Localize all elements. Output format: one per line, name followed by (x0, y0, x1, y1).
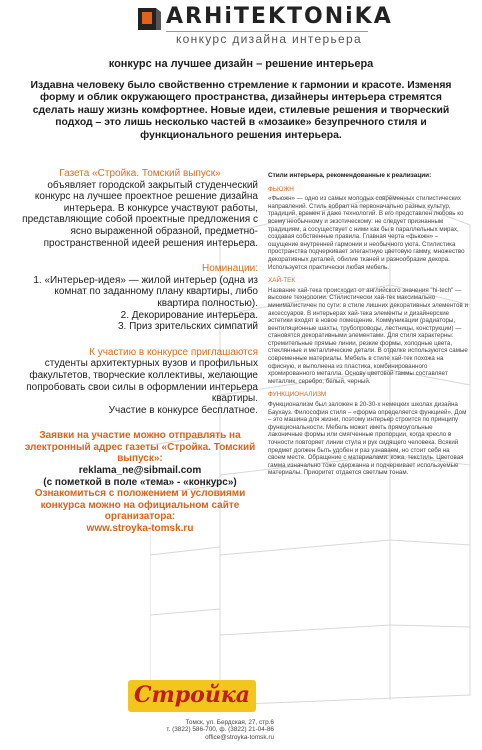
phones: т. (3822) 586-700, ф. (3822) 21-04-86 (166, 726, 274, 734)
nomination-item: 2. Декорирование интерьера. (120, 309, 258, 321)
logo-subtitle: конкурс дизайна интерьера (176, 32, 362, 46)
nomination-item: 3. Приз зрительских симпатий (118, 321, 258, 333)
website-link[interactable]: www.stroyka-tomsk.ru (86, 523, 194, 535)
familiarize-text: Ознакомиться с положением и условиями конкурса можно на официальном сайте организатора: (34, 488, 246, 523)
left-column (22, 168, 258, 549)
stroyka-logo-text: Стройка (134, 682, 250, 708)
office-email[interactable]: office@stroyka-tomsk.ru (205, 733, 274, 741)
style-section-text: Функционализм был заложен в 20-30-х немецких школах дизайна Баухауз. Философия стиля – «форма определяется функцией». Дом – это машина для жизни, поэтому интерьер строится по принципу функциональности. Мебель может иметь прямоугольные лаконичные формы или смягченные пропорции, когда кресло в точности повторяет линии стула и рук сидящего человека. Всякий предмет должен быть удобен и раз узнаваем, но стоит себя на своем месте. Обращение с материалами: кожа, текстиль. Цветовая гамма изначально тоже сдержанна и подчеркивает используемые материалы. Приоритет отдается светлым тонам. (268, 401, 467, 477)
contacts-block (96, 719, 274, 741)
right-column (268, 172, 468, 477)
newspaper-name: Газета «Стройка. Томский выпуск» (59, 168, 221, 179)
invite-text: студенты архитектурных вузов и профильных факультетов, творческие коллективы, желающие попробовать свои силы в оформлении интерьера квартиры. (26, 358, 258, 405)
announcement-text: объявляет городской закрытый студенческий конкурс на лучшее проектное решение дизайна интерьера. В конкурсе участвуют работы, представляющие собой проектные предложения с ясно выраженной образной, предметно-пространственной идеей решения интерьера. (22, 179, 258, 249)
style-section-text: Название хай-тека происходит от английского значения "hi-tech" — высокие технологии. Стилистически хай-тек максимально минималистичен по сути: в стиле лишних декоративных элементов и аксессуаров. В интерьерах хай-тека элементы и дизайнерские эстетики входят в новое помещение. Коммуникации (радиаторы, вентиляционные шахты, трубопроводы, лестницы, конструкции) — становятся декоративными элементами. Для стиля характерны: стремительные прямые линии, резкие формы, холодные цвета, стеклянные и металлические детали. В отделке используются самые современные материалы. Мебель в стиле хай-тек похожа на офисную, и выполнена из пластика, комбинированного хромированного металла. Основу цветовой гаммы составляет металлик, серебро, белый, черный. (268, 286, 468, 385)
intro-paragraph: Издавна человеку было свойственно стремление к гармонии и красоте. Изменяя форму и облик окружающего пространства, дизайнеры интерьера стремятся сделать нашу жизнь комфортнее. Новые идеи, стилевые решения и творческий подход – это лишь несколько частей в «мозаике» безупречного стиля и функционального решения интерьера. (30, 80, 452, 141)
contact-email[interactable]: reklama_ne@sibmail.com (78, 465, 202, 477)
apply-text: Заявки на участие можно отправлять на электронный адрес газеты «Стройка. Томский выпуск»: (24, 430, 256, 465)
nomination-item: 1. «Интерьер-идея» — жилой интерьер (одна из комнат по заданному плану квартиры, либо квартира полностью). (33, 274, 258, 309)
style-section-title: ФЬЮЖН (268, 185, 294, 193)
arhitektonika-logo (136, 4, 393, 54)
styles-title: Стили интерьера, рекомендованные к реализации: (268, 172, 432, 179)
style-section-text: «Фьюжн» — одно из самых молодых современных стилистических направлений. Стиль вобрал на первоначально разных культур, традиций, времен и даже технологий. В его представлен любовь ко всему необычному и экзотическому: не следует признанным традициям, а сосуществует с ними как бы в параллельных мирах, создавая собственные правила. Главная черта «фьюжн» – ощущение внутренней гармонии и необычного уюта. Стилистика пространства подчеркивает элегантную цветовую гамму, множество декоративных деталей, обилие тканей и разнообразие декора. Используется практически любая мебель. (268, 195, 465, 271)
apply-note: (с пометкой в поле «тема» - «конкурс») (43, 476, 237, 488)
logo-mark-icon (136, 6, 162, 32)
nominations-title: Номинации: (201, 263, 258, 275)
logo-title: ARHiTEKTONiKA (166, 4, 393, 29)
invite-title: К участию в конкурсе приглашаются (89, 346, 258, 358)
style-section-title: ХАЙ-ТЕК (268, 277, 296, 285)
style-section-title: ФУНКЦИОНАЛИЗМ (268, 391, 327, 399)
address: Томск, ул. Бердская, 27, стр.6 (185, 719, 274, 726)
stroyka-logo (128, 680, 256, 712)
tagline: конкурс на лучшее дизайн – решение интерьера (108, 58, 374, 70)
free-participation: Участие в конкурсе бесплатное. (108, 404, 258, 416)
